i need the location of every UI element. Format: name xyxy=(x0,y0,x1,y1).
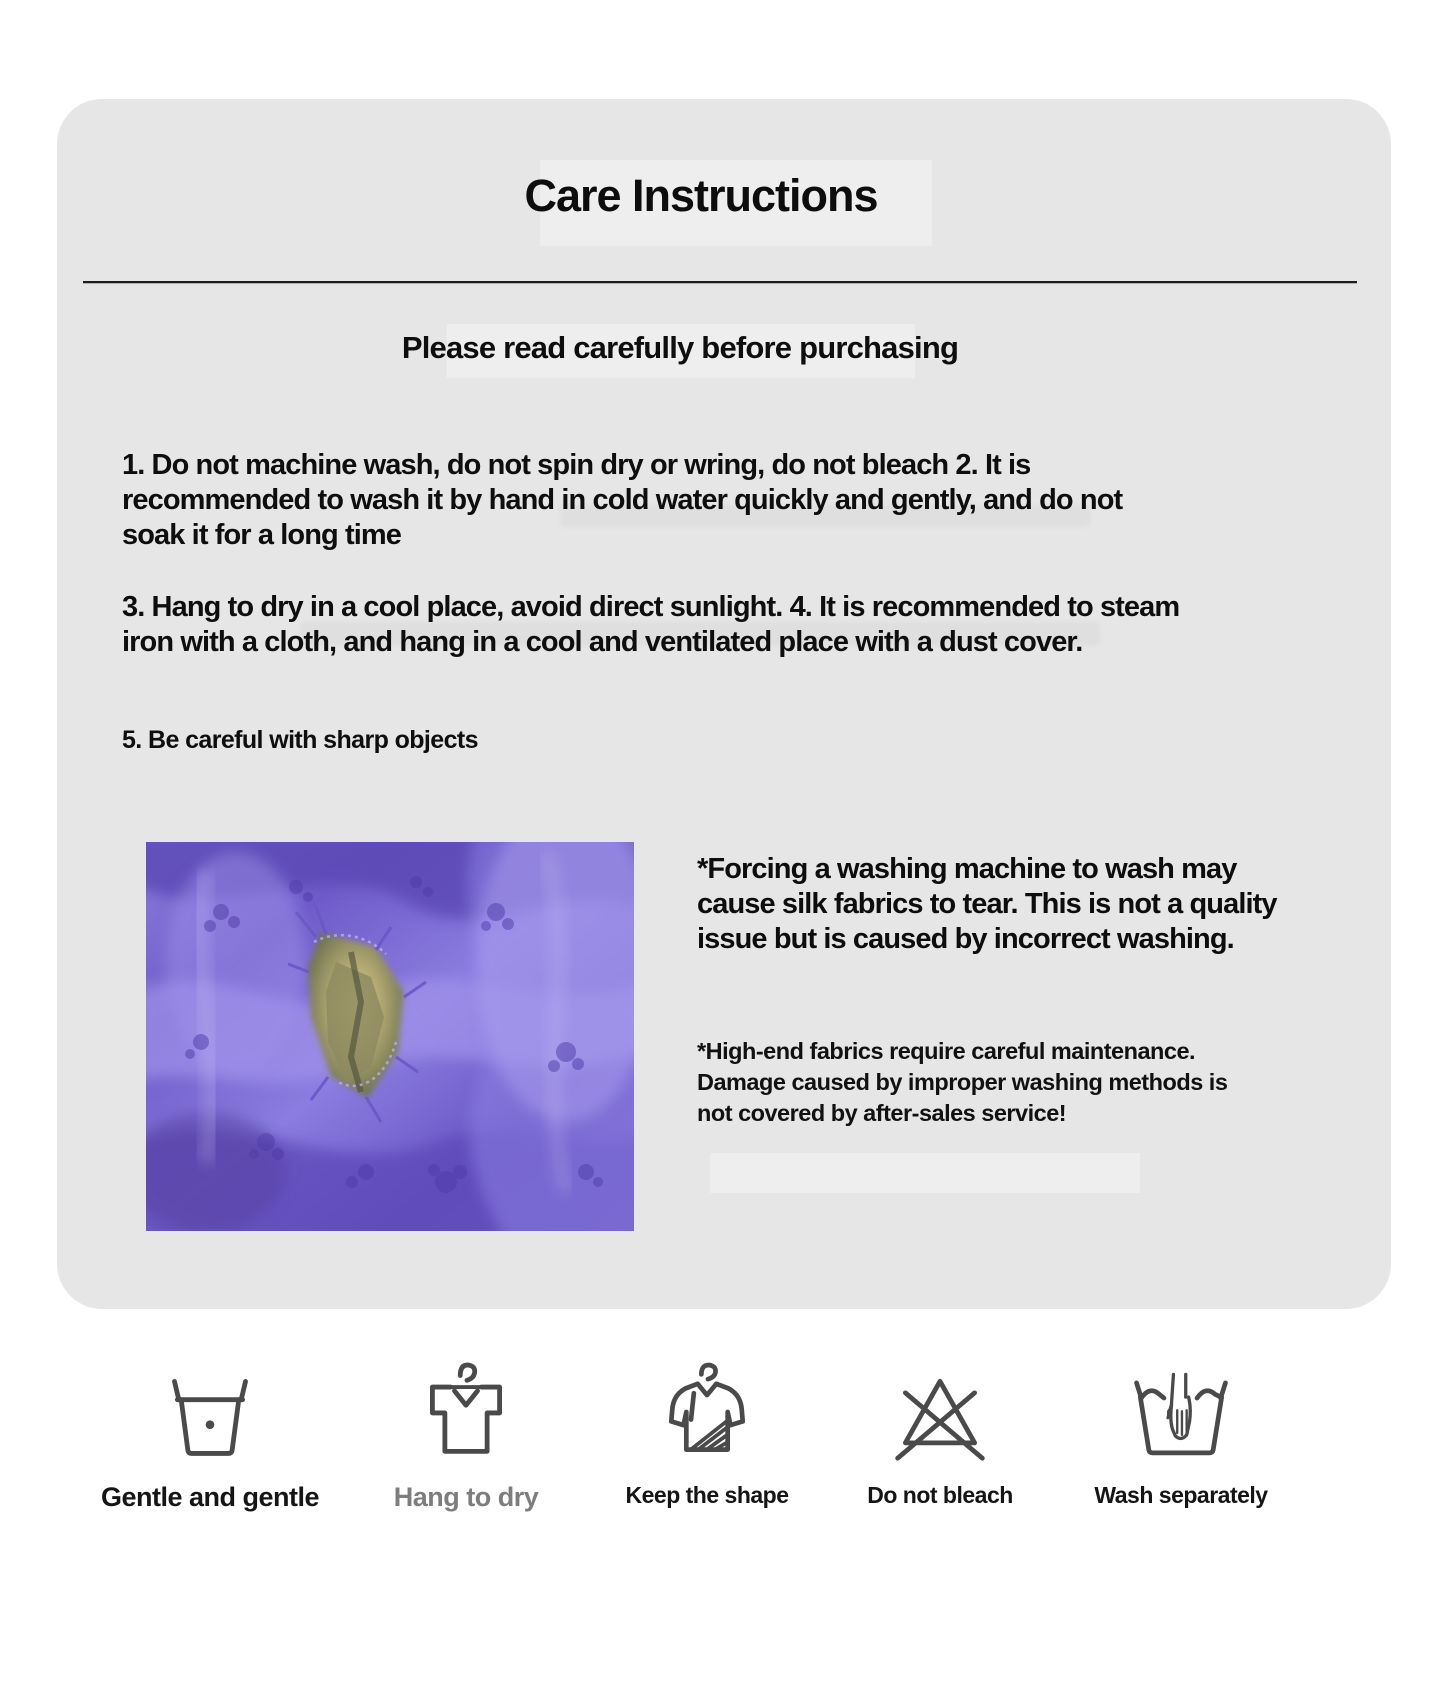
fabric-tear-photo xyxy=(146,842,634,1231)
hand-wash-separately-icon xyxy=(1129,1352,1233,1464)
aftersales-warning: *High-end fabrics require careful maintenance. Damage caused by improper washing methods is not covered by after-sales service! xyxy=(697,1038,1228,1126)
symbol-hang-dry xyxy=(326,1352,606,1513)
title-divider xyxy=(83,281,1357,284)
care-symbols-row xyxy=(0,1352,1445,1542)
faded-band-patch xyxy=(710,1153,1140,1193)
symbol-do-not-bleach xyxy=(800,1352,1080,1509)
symbol-label: Keep the shape xyxy=(625,1482,789,1508)
care-card xyxy=(57,99,1391,1309)
page-title: Care Instructions xyxy=(524,170,878,221)
symbol-gentle-wash xyxy=(70,1352,350,1513)
symbol-label: Wash separately xyxy=(1094,1482,1268,1508)
keep-shape-garment-icon xyxy=(660,1352,754,1464)
machine-wash-warning: *Forcing a washing machine to wash may cause silk fabrics to tear. This is not a quality issue but is caused by incorrect washing. xyxy=(697,853,1277,955)
symbol-wash-separately xyxy=(1041,1352,1321,1509)
do-not-bleach-triangle-icon xyxy=(888,1352,992,1464)
intro-note: Please read carefully before purchasing xyxy=(401,330,959,365)
symbol-label: Do not bleach xyxy=(867,1482,1013,1508)
gentle-wash-basin-icon xyxy=(162,1352,258,1464)
hang-dry-shirt-icon xyxy=(418,1352,514,1464)
care-paragraph-1: 1. Do not machine wash, do not spin dry or wring, do not bleach 2. It is recommended to wash it by hand in cold water quickly and gently, and do not soak it for a long time xyxy=(122,449,1123,551)
care-paragraph-2: 3. Hang to dry in a cool place, avoid direct sunlight. 4. It is recommended to steam iron with a cloth, and hang in a cool and ventilated place with a dust cover. xyxy=(122,591,1180,658)
symbol-label: Gentle and gentle xyxy=(100,1482,320,1512)
care-paragraph-3: 5. Be careful with sharp objects xyxy=(122,726,478,754)
symbol-label: Hang to dry xyxy=(393,1482,539,1512)
